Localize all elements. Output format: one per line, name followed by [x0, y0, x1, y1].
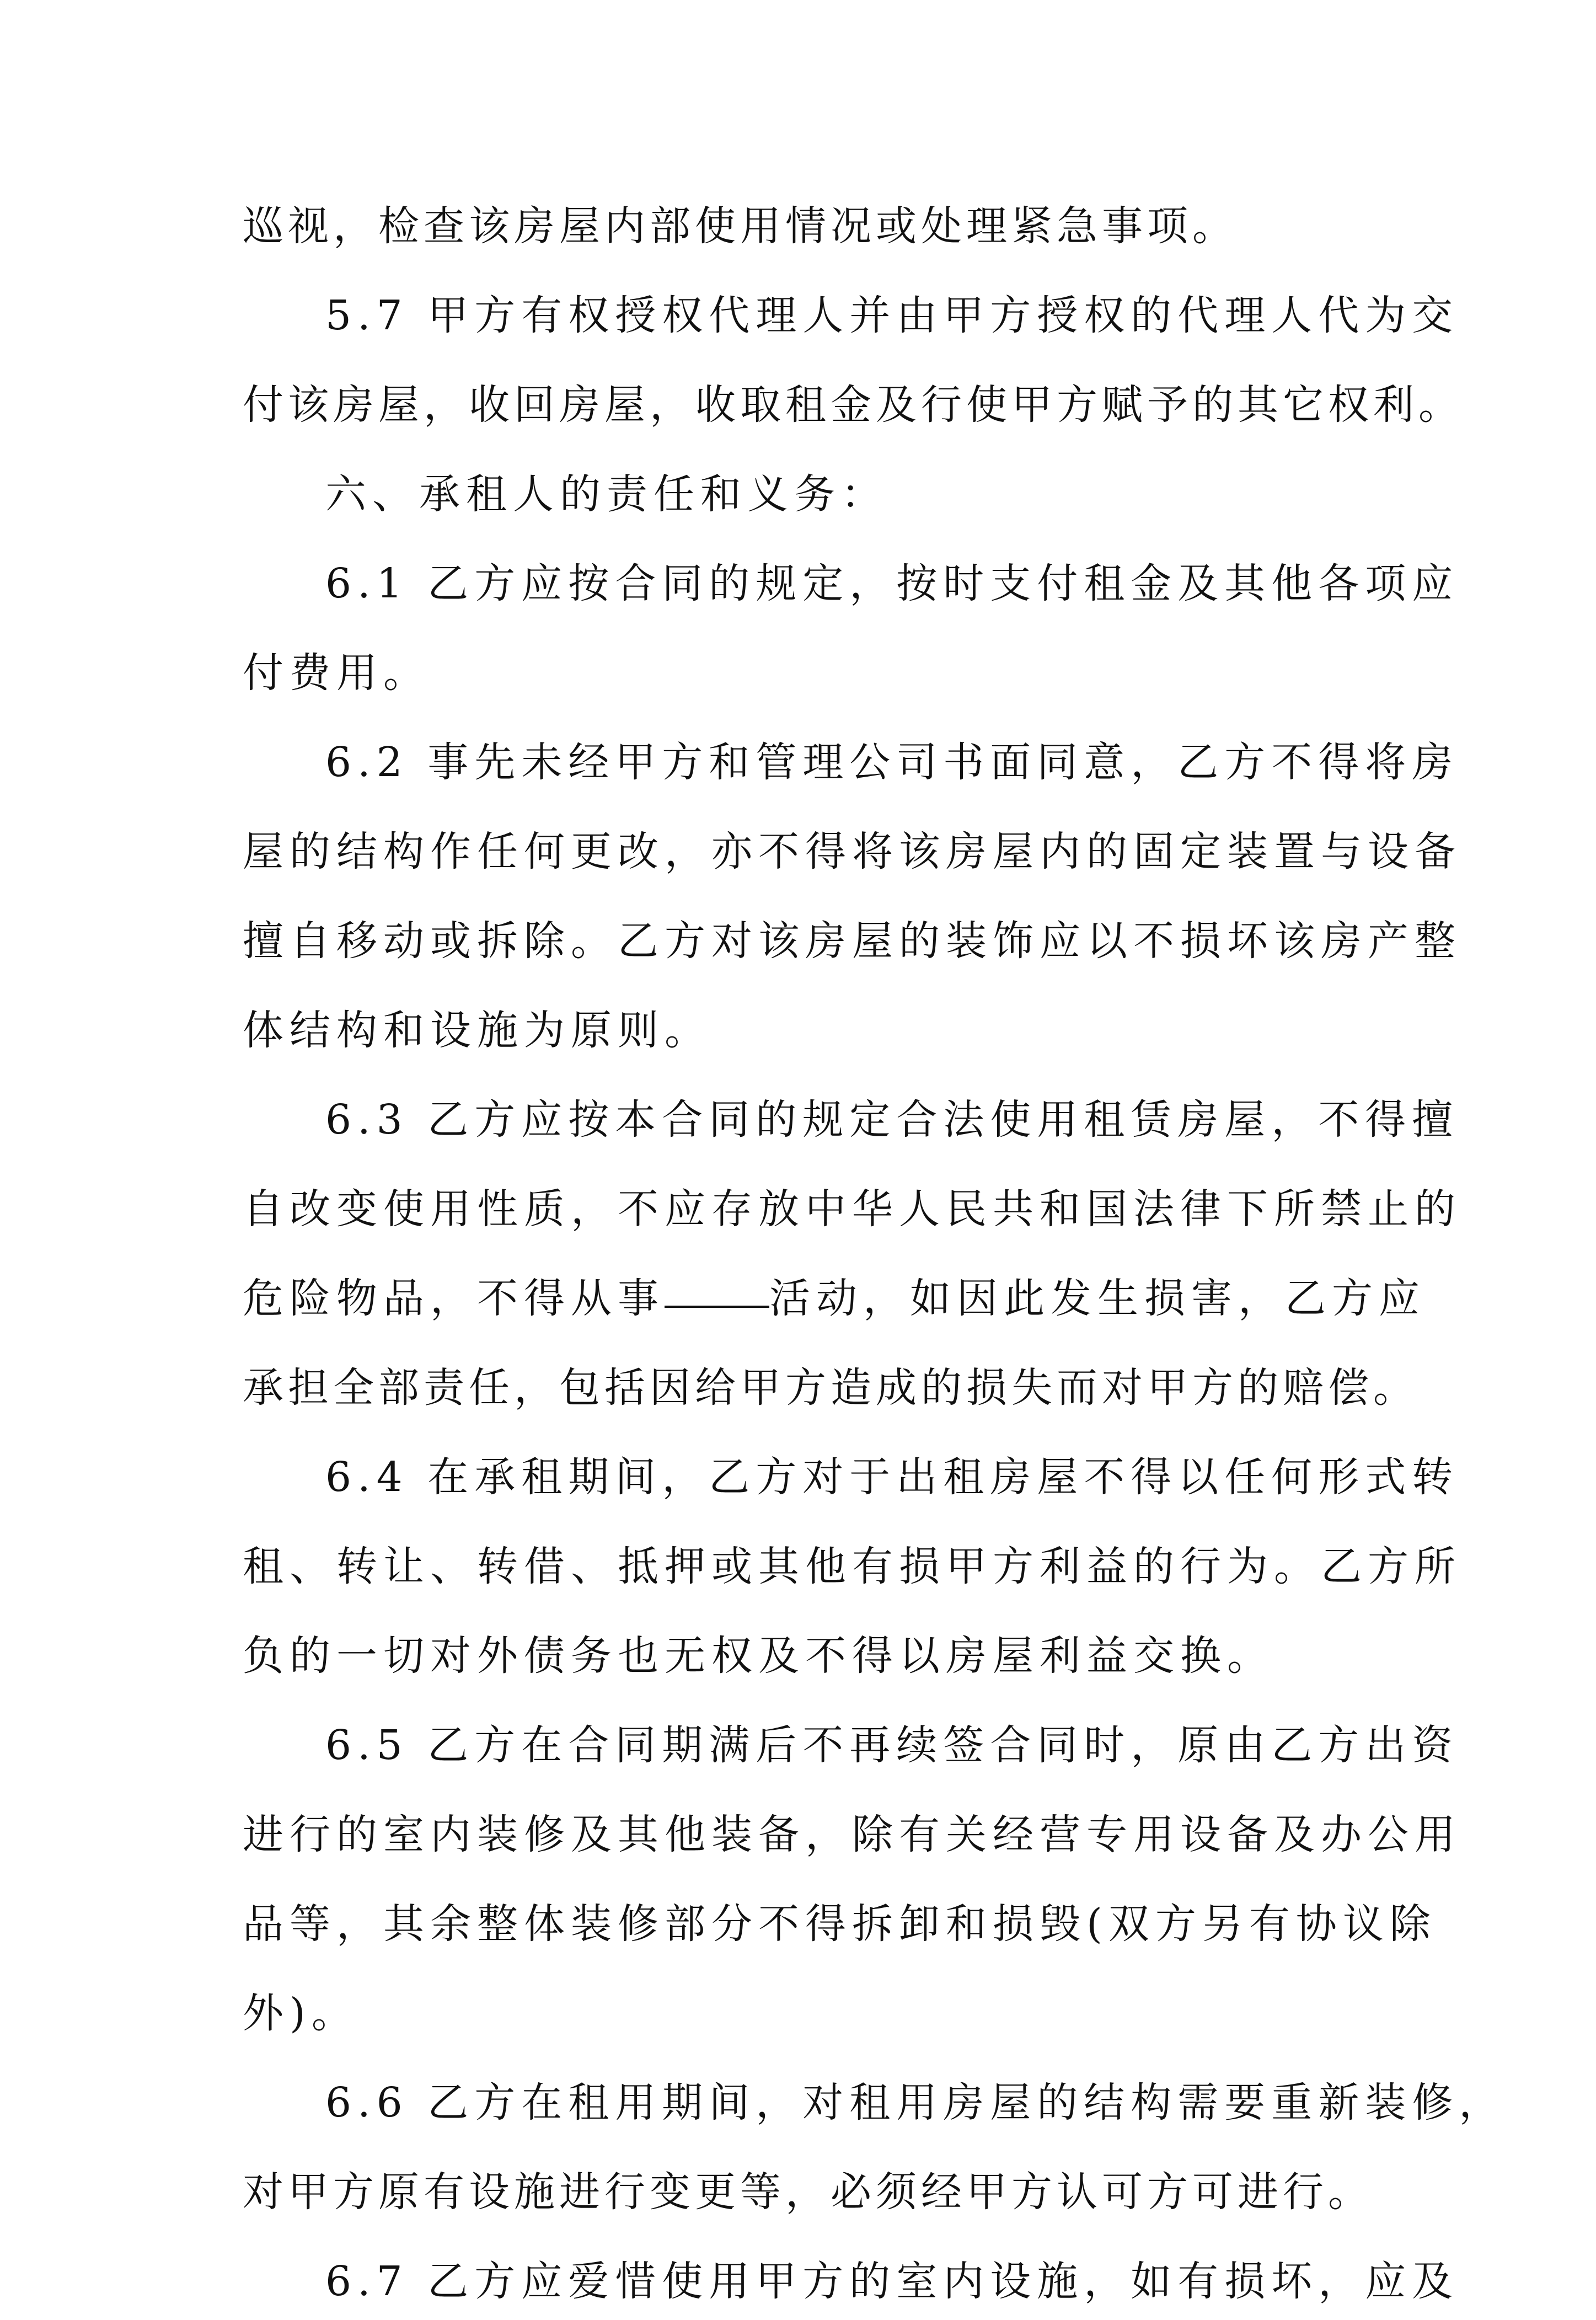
section-heading-six: 六、承租人的责任和义务：	[325, 471, 888, 518]
text-line-19: 进行的室内装修及其他装备，除有关经营专用设备及办公用	[243, 1811, 1461, 1858]
text-line-2: 5.7 甲方有权授权代理人并由甲方授权的代理人代为交	[325, 292, 1459, 339]
text-line-20: 品等，其余整体装修部分不得拆卸和损毁(双方另有协议除	[243, 1900, 1437, 1948]
text-line-18: 6.5 乙方在合同期满后不再续签合同时，原由乙方出资	[325, 1722, 1459, 1769]
text-line-5: 6.1 乙方应按合同的规定，按时支付租金及其他各项应	[325, 560, 1459, 607]
text-line-23: 对甲方原有设施进行变更等，必须经甲方认可方可进行。	[243, 2168, 1373, 2216]
blank-line	[665, 1305, 769, 1308]
text-line-13-end: 活动，如因此发生损害，乙方应	[769, 1275, 1426, 1322]
text-line-3: 付该房屋，收回房屋，收取租金及行使甲方赋予的其它权利。	[243, 381, 1464, 429]
text-line-13-start: 危险物品，不得从事	[243, 1275, 665, 1322]
text-line-21: 外)。	[243, 1990, 358, 2037]
text-line-24: 6.7 乙方应爱惜使用甲方的室内设施，如有损坏，应及	[325, 2258, 1459, 2305]
text-line-14: 承担全部责任，包括因给甲方造成的损失而对甲方的赔偿。	[243, 1364, 1418, 1412]
text-line-15: 6.4 在承租期间，乙方对于出租房屋不得以任何形式转	[325, 1453, 1459, 1501]
text-line-16: 租、转让、转借、抵押或其他有损甲方利益的行为。乙方所	[243, 1543, 1461, 1590]
text-line-1: 巡视，检查该房屋内部使用情况或处理紧急事项。	[243, 202, 1238, 250]
text-line-6: 付费用。	[243, 649, 430, 697]
text-line-17: 负的一切对外债务也无权及不得以房屋利益交换。	[243, 1632, 1274, 1680]
text-line-22: 6.6 乙方在租用期间，对租用房屋的结构需要重新装修，	[325, 2079, 1506, 2126]
text-line-13	[243, 1260, 1426, 1337]
text-line-12: 自改变使用性质，不应存放中华人民共和国法律下所禁止的	[243, 1185, 1461, 1233]
text-line-9: 擅自移动或拆除。乙方对该房屋的装饰应以不损坏该房产整	[243, 917, 1461, 965]
text-line-8: 屋的结构作任何更改，亦不得将该房屋内的固定装置与设备	[243, 828, 1461, 875]
text-line-7: 6.2 事先未经甲方和管理公司书面同意，乙方不得将房	[325, 739, 1459, 786]
text-line-10: 体结构和设施为原则。	[243, 1007, 711, 1054]
text-line-11: 6.3 乙方应按本合同的规定合法使用租赁房屋，不得擅	[325, 1096, 1459, 1143]
